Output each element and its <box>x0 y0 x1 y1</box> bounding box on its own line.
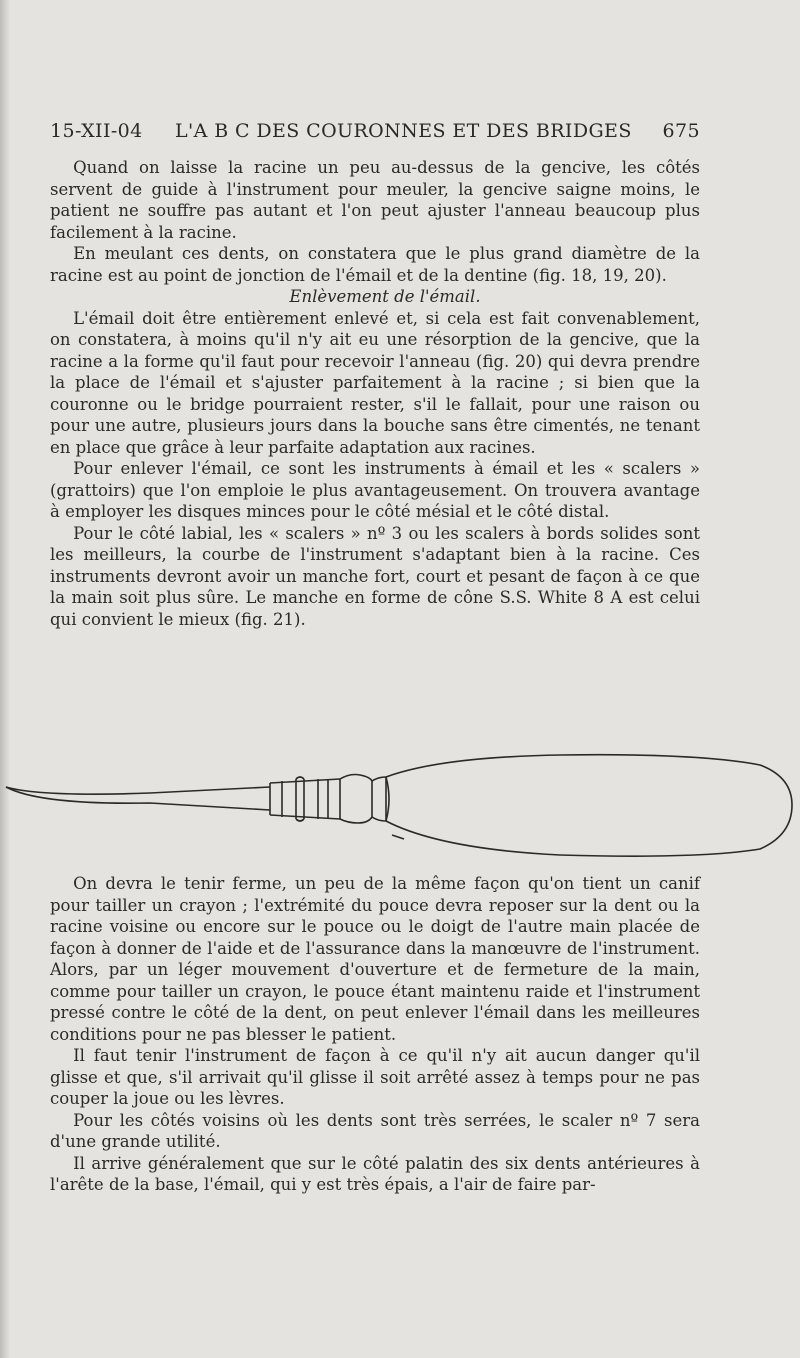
paragraph: On devra le tenir ferme, un peu de la même façon qu'on tient un canif pour tailler un crayon ; l'extrémité du pouce devra reposer sur la dent ou la racine voisine ou encore sur le pouce ou le doigt de l'autre main placée de façon à donner de l'aide et de l'assurance dans la manœuvre de l'instrument. Alors, par un léger mouvement d'ouverture et de fermeture de la main, comme pour tailler un crayon, le pouce étant maintenu raide et l'instrument pressé contre le côté de la dent, on peut enlever l'émail dans les meilleures conditions pour ne pas blesser le patient. <box>50 874 700 1044</box>
section-heading: Enlèvement de l'émail. <box>289 287 481 306</box>
header-date: 15-XII-04 <box>50 120 143 142</box>
paragraph: Pour enlever l'émail, ce sont les instruments à émail et les « scalers » (grattoirs) que l'on emploie le plus avantageusement. On trouvera avantage à employer les disques minces pour le côté mésial et le côté distal. <box>50 459 700 521</box>
paragraph: Quand on laisse la racine un peu au-dessus de la gencive, les côtés servent de guide à l'instrument pour meuler, la gencive saigne moins, le patient ne souffre pas autant et l'on peut ajuster l'anneau beaucoup plus facilement à la racine. <box>50 158 700 242</box>
paragraph: Il faut tenir l'instrument de façon à ce qu'il n'y ait aucun danger qu'il glisse et que, s'il arrivait qu'il glisse il soit arrêté assez à temps pour ne pas couper la joue ou les lèvres. <box>50 1046 700 1108</box>
text-block-bottom <box>50 873 700 1196</box>
paragraph: Pour les côtés voisins où les dents sont très serrées, le scaler nº 7 sera d'une grande utilité. <box>50 1110 700 1151</box>
paragraph: En meulant ces dents, on constatera que le plus grand diamètre de la racine est au point de jonction de l'émail et de la dentine (fig. 18, 19, 20). <box>50 244 700 285</box>
handle-drawing <box>6 755 792 856</box>
running-header <box>50 120 700 152</box>
text-block-top <box>50 157 700 630</box>
page-number: 675 <box>662 120 700 142</box>
instrument-handle-figure <box>0 735 800 870</box>
paragraph: Il arrive généralement que sur le côté palatin des six dents antérieures à l'arête de la base, l'émail, qui y est très épais, a l'air de faire par- <box>50 1153 700 1194</box>
paragraph: L'émail doit être entièrement enlevé et, si cela est fait convenablement, on constatera, à moins qu'il n'y ait eu une résorption de la gencive, que la racine a la forme qu'il faut pour recevoir l'anneau (fig. 20) qui devra prendre la place de l'émail et s'ajuster parfaitement à la racine ; si bien que la couronne ou le bridge pourraient rester, s'il le fallait, pour une raison ou pour une autre, plusieurs jours dans la bouche sans être cimentés, ne tenant en place que grâce à leur parfaite adaptation aux racines. <box>50 308 700 457</box>
paragraph: Pour le côté labial, les « scalers » nº 3 ou les scalers à bords solides sont les meilleurs, la courbe de l'instrument s'adaptant bien à la racine. Ces instruments devront avoir un manche fort, court et pesant de façon à ce que la main soit plus sûre. Le manche en forme de cône S.S. White 8 A est celui qui convient le mieux (fig. 21). <box>50 523 700 629</box>
header-title: L'A B C DES COURONNES ET DES BRIDGES <box>175 120 632 142</box>
page-edge-shadow <box>0 0 10 1358</box>
